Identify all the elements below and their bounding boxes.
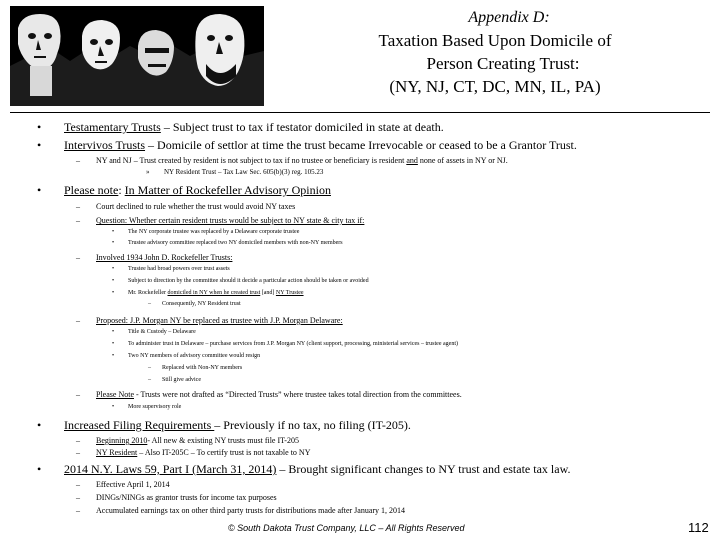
question-item-1: The NY corporate trustee was replaced by a Delaware corporate trustee bbox=[128, 229, 300, 235]
laws-item-3: Accumulated earnings tax on other third party trusts for distributions made after January 1, 2014 bbox=[96, 506, 406, 515]
proposed-item-2: To administer trust in Delaware – purchase services from J.P. Morgan NY (client support, processing, ministerial services – trustee agent) bbox=[128, 341, 458, 347]
ny-laws-2014-text: – Brought significant changes to NY trust and estate tax law. bbox=[276, 462, 571, 476]
ny-nj-text-end: none of assets in NY or NJ. bbox=[417, 156, 508, 165]
please-note-sep: : bbox=[118, 183, 125, 197]
dash-marker: – bbox=[76, 253, 80, 262]
dash-marker: – bbox=[76, 216, 80, 225]
question-item-2: Trustee advisory committee replaced two NY domiciled members with non-NY members bbox=[128, 240, 343, 246]
ny-nj-rule bbox=[96, 156, 508, 165]
laws-item-2: DINGs/NINGs as grantor trusts for income tax purposes bbox=[96, 493, 277, 502]
title-line-2: Person Creating Trust: bbox=[426, 54, 580, 73]
title-line-3: (NY, NJ, CT, DC, MN, IL, PA) bbox=[389, 77, 601, 96]
bullet-dot: • bbox=[112, 266, 115, 272]
dash-marker: – bbox=[148, 301, 151, 307]
please-note-2-label: Please Note bbox=[96, 390, 134, 399]
please-note-label: Please note bbox=[64, 183, 119, 197]
header-divider bbox=[10, 112, 710, 113]
bullet-dot: • bbox=[112, 353, 115, 359]
proposed-line: Proposed: J.P. Morgan NY be replaced as trustee with J.P. Morgan Delaware: bbox=[96, 316, 343, 325]
bullet-dot: • bbox=[37, 462, 42, 476]
dash-marker: – bbox=[76, 316, 80, 325]
testamentary-text: – Subject trust to tax if testator domiciled in state at death. bbox=[160, 120, 444, 134]
dash-marker: – bbox=[76, 506, 80, 515]
copyright-footer: © South Dakota Trust Company, LLC – All Rights Reserved bbox=[228, 523, 465, 533]
please-note-item bbox=[64, 183, 331, 198]
court-declined: Court declined to rule whether the trust would avoid NY taxes bbox=[96, 202, 296, 211]
mount-rushmore-logo bbox=[10, 6, 264, 106]
chevron-marker: » bbox=[146, 168, 150, 176]
increased-filing-text: – Previously if no tax, no filing (IT-205). bbox=[214, 418, 411, 432]
beginning-2010-text: - All new & existing NY trusts must file IT-205 bbox=[147, 436, 299, 445]
bullet-dot: • bbox=[112, 341, 115, 347]
ny-nj-text: NY and NJ – Trust created by resident is not subject to tax if no trustee or beneficiary is resident bbox=[96, 156, 407, 165]
dash-marker: – bbox=[148, 365, 151, 371]
testamentary-trusts-item bbox=[64, 120, 444, 135]
mr-rock-domiciled: domiciled in NY when he created trust bbox=[167, 290, 261, 296]
intervivos-trusts-item bbox=[64, 138, 577, 153]
ny-resident-text: – Also IT-205C – To certify trust is not taxable to NY bbox=[137, 448, 311, 457]
ny-laws-2014-item bbox=[64, 462, 570, 477]
proposed-sub-2: Still give advice bbox=[162, 377, 201, 383]
ny-laws-2014-label: 2014 N.Y. Laws 59, Part I (March 31, 2014) bbox=[64, 462, 277, 476]
bullet-dot: • bbox=[37, 138, 42, 152]
involved-item-1: Trustee had broad powers over trust assets bbox=[128, 266, 230, 272]
dash-marker: – bbox=[76, 448, 80, 457]
more-supervisory: More supervisory role bbox=[128, 404, 182, 410]
testamentary-label: Testamentary Trusts bbox=[64, 120, 161, 134]
ny-resident-reg: NY Resident Trust – Tax Law Sec. 605(b)(3) reg. 105.23 bbox=[164, 168, 324, 176]
beginning-2010-label: Beginning 2010 bbox=[96, 436, 148, 445]
title-line-1: Taxation Based Upon Domicile of bbox=[378, 31, 612, 50]
mr-rock-and: [and] bbox=[260, 290, 276, 296]
bullet-dot: • bbox=[112, 404, 115, 410]
ny-resident-label: NY Resident bbox=[96, 448, 138, 457]
ny-resident-item bbox=[96, 448, 310, 457]
beginning-2010 bbox=[96, 436, 299, 445]
bullet-dot: • bbox=[112, 278, 115, 284]
proposed-sub-1: Replaced with Non-NY members bbox=[162, 365, 243, 371]
bullet-dot: • bbox=[112, 329, 115, 335]
involved-1934: Involved 1934 John D. Rockefeller Trusts: bbox=[96, 253, 233, 262]
rockefeller-title: In Matter of Rockefeller Advisory Opinion bbox=[124, 183, 331, 197]
increased-filing-item bbox=[64, 418, 411, 433]
please-note-2-text: - Trusts were not drafted as “Directed Trusts” where trustee takes total direction from the committees. bbox=[134, 390, 462, 399]
increased-filing-label: Increased Filing Requirements bbox=[64, 418, 215, 432]
intervivos-text: – Domicile of settlor at time the trust became Irrevocable or ceased to be a Grantor Trust. bbox=[145, 138, 577, 152]
dash-marker: – bbox=[76, 156, 80, 165]
mr-rock-trustee: NY Trustee bbox=[275, 290, 304, 296]
dash-marker: – bbox=[76, 390, 80, 399]
proposed-item-1: Title & Custody – Delaware bbox=[128, 329, 196, 335]
dash-marker: – bbox=[148, 377, 151, 383]
dash-marker: – bbox=[76, 202, 80, 211]
dash-marker: – bbox=[76, 436, 80, 445]
laws-item-1: Effective April 1, 2014 bbox=[96, 480, 170, 489]
mr-rock-text: Mr. Rockefeller bbox=[128, 290, 168, 296]
ny-nj-and: and bbox=[406, 156, 418, 165]
bullet-dot: • bbox=[37, 418, 42, 432]
bullet-dot: • bbox=[112, 229, 115, 235]
involved-item-2: Subject to direction by the committee should it decide a particular action should be taken or avoided bbox=[128, 278, 369, 284]
question-line: Question: Whether certain resident trusts would be subject to NY state & city tax if: bbox=[96, 216, 365, 225]
please-note-2-item bbox=[96, 390, 462, 399]
proposed-item-3: Two NY members of advisory committee would resign bbox=[128, 353, 261, 359]
dash-marker: – bbox=[76, 480, 80, 489]
intervivos-label: Intervivos Trusts bbox=[64, 138, 146, 152]
dash-marker: – bbox=[76, 493, 80, 502]
mr-rockefeller-item bbox=[128, 290, 304, 296]
page-number: 112 bbox=[688, 520, 709, 535]
bullet-dot: • bbox=[37, 183, 42, 197]
consequently-item: Consequently, NY Resident trust bbox=[162, 301, 241, 307]
appendix-label: Appendix D: bbox=[468, 9, 550, 26]
bullet-dot: • bbox=[112, 240, 115, 246]
slide-title bbox=[270, 6, 720, 98]
bullet-dot: • bbox=[37, 120, 42, 134]
bullet-dot: • bbox=[112, 290, 115, 296]
